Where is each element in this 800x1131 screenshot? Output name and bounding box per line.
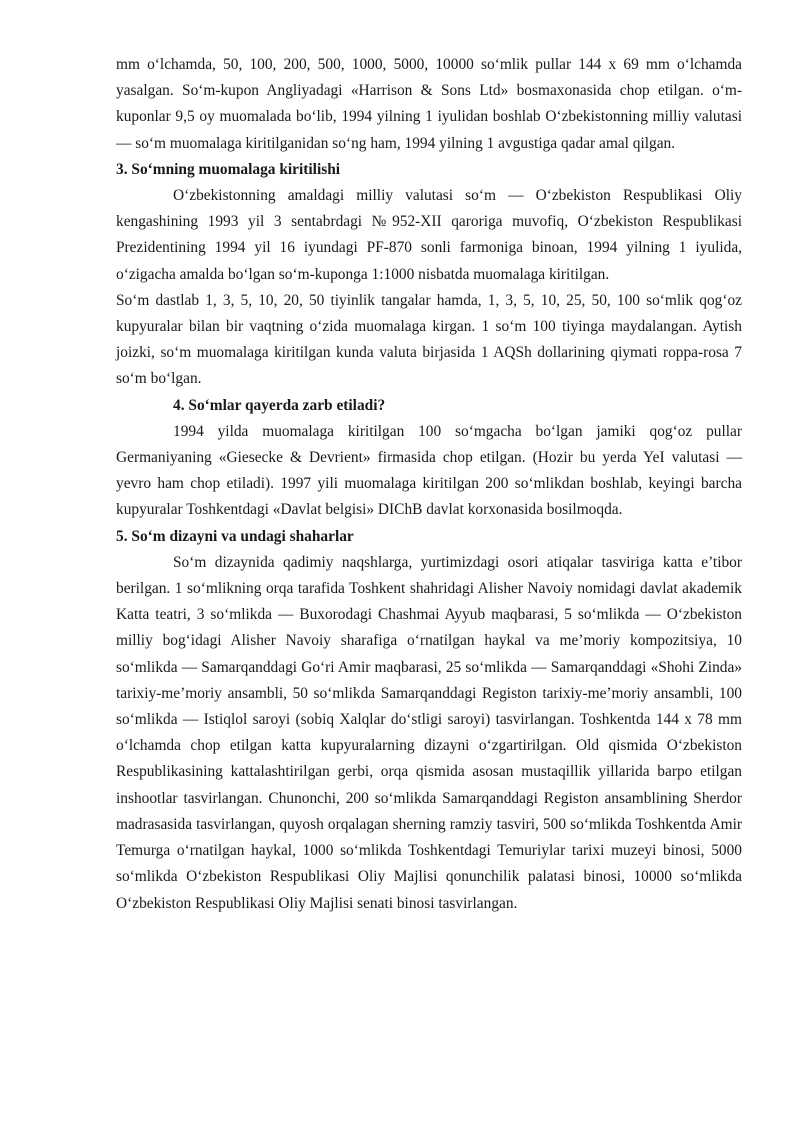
paragraph-som-kupon: mm o‘lchamda, 50, 100, 200, 500, 1000, 5000, 10000 so‘mlik pullar 144 x 69 mm o‘lchamda yasalgan. So‘m-kupon Angliyadagi «Harrison & Sons Ltd» bosmaxonasida chop etilgan. o‘m-kuponlar 9,5 oy muomalada bo‘lib, 1994 yilning 1 iyulidan boshlab O‘zbekistonning milliy valutasi — so‘m muomalaga kiritilganidan so‘ng ham, 1994 yilning 1 avgustiga qadar amal qilgan. bbox=[116, 56, 742, 152]
paragraph-coins: So‘m dastlab 1, 3, 5, 10, 20, 50 tiyinlik tangalar hamda, 1, 3, 5, 10, 25, 50, 100 so‘mlik qog‘oz kupyuralar bilan bir vaqtning o‘zida muomalaga kirgan. 1 so‘m 100 tiyinga maydalangan. Aytish joizki, so‘m muomalaga kiritilgan kunda valuta birjasida 1 AQSh dollarining qiymati roppa-rosa 7 so‘m bo‘lgan. bbox=[116, 291, 742, 388]
section-heading-4: 4. So‘mlar qayerda zarb etiladi? bbox=[173, 396, 386, 414]
section-heading-5: 5. So‘m dizayni va undagi shaharlar bbox=[116, 527, 354, 545]
paragraph-printing: 1994 yilda muomalaga kiritilgan 100 so‘mgacha bo‘lgan jamiki qog‘oz pullar Germaniyaning «Giesecke & Devrient» firmasida chop etilgan. (Hozir bu yerda YeI valutasi — yevro ham chop etiladi). 1997 yili muomalaga kiritilgan 200 so‘mlikdan boshlab, keyingi barcha kupyuralar Toshkentdagi «Davlat belgisi» DIChB davlat korxonasida bosilmoqda. bbox=[116, 422, 742, 519]
paragraph-design: So‘m dizaynida qadimiy naqshlarga, yurtimizdagi osori atiqalar tasviriga katta e’tibor berilgan. 1 so‘mlikning orqa tarafida Toshkent shahridagi Alisher Navoiy nomidagi davlat akademik Katta teatri, 3 so‘mlikda — Buxorodagi Chashmai Ayyub maqbarasi, 5 so‘mlikda — O‘zbekiston milliy bog‘idagi Alisher Navoiy sharafiga o‘rnatilgan haykal va me’moriy kompozitsiya, 10 so‘mlikda — Samarqanddagi Go‘ri Amir maqbarasi, 25 so‘mlikda — Samarqanddagi «Shohi Zinda» tarixiy-me’moriy ansambli, 50 so‘mlikda Samarqanddagi Registon tarixiy-me’moriy ansambli, 100 so‘mlikda — Istiqlol saroyi (sobiq Xalqlar do‘stligi saroyi) tasvirlangan. Toshkentda 144 x 78 mm o‘lchamda chop etilgan katta kupyuralarning dizayni o‘zgartirilgan. Old qismida O‘zbekiston Respublikasining kattalashtirilgan gerbi, orqa qismida asosan mustaqillik yillarida barpo etilgan inshootlar tasvirlangan. Chunonchi, 200 so‘mlikda Samarqanddagi Registon ansamblining Sherdor madrasasida tasvirlangan, quyosh orqalagan sherning ramziy tasviri, 500 so‘mlikda Toshkentda Amir Temurga o‘rnatilgan haykal, 1000 so‘mlikda Toshkentdagi Temuriylar tarixi muzeyi binosi, 5000 so‘mlikda O‘zbekiston Respublikasi Oliy Majlisi qonunchilik palatasi binosi, 10000 so‘mlikda O‘zbekiston Respublikasi Oliy Majlisi senati binosi tasvirlangan. bbox=[116, 553, 742, 912]
paragraph-introduction: O‘zbekistonning amaldagi milliy valutasi so‘m — O‘zbekiston Respublikasi Oliy kengashining 1993 yil 3 sentabrdagi №952-XII qaroriga muvofiq, O‘zbekiston Respublikasi Prezidentining 1994 yil 16 iyundagi PF-870 sonli farmoniga binoan, 1994 yilning 1 iyulida, o‘zigacha amalda bo‘lgan so‘m-kuponga 1:1000 nisbatda muomalaga kiritilgan. bbox=[116, 187, 742, 283]
section-heading-3: 3. So‘mning muomalaga kiritilishi bbox=[116, 160, 341, 178]
document-page bbox=[116, 52, 742, 917]
